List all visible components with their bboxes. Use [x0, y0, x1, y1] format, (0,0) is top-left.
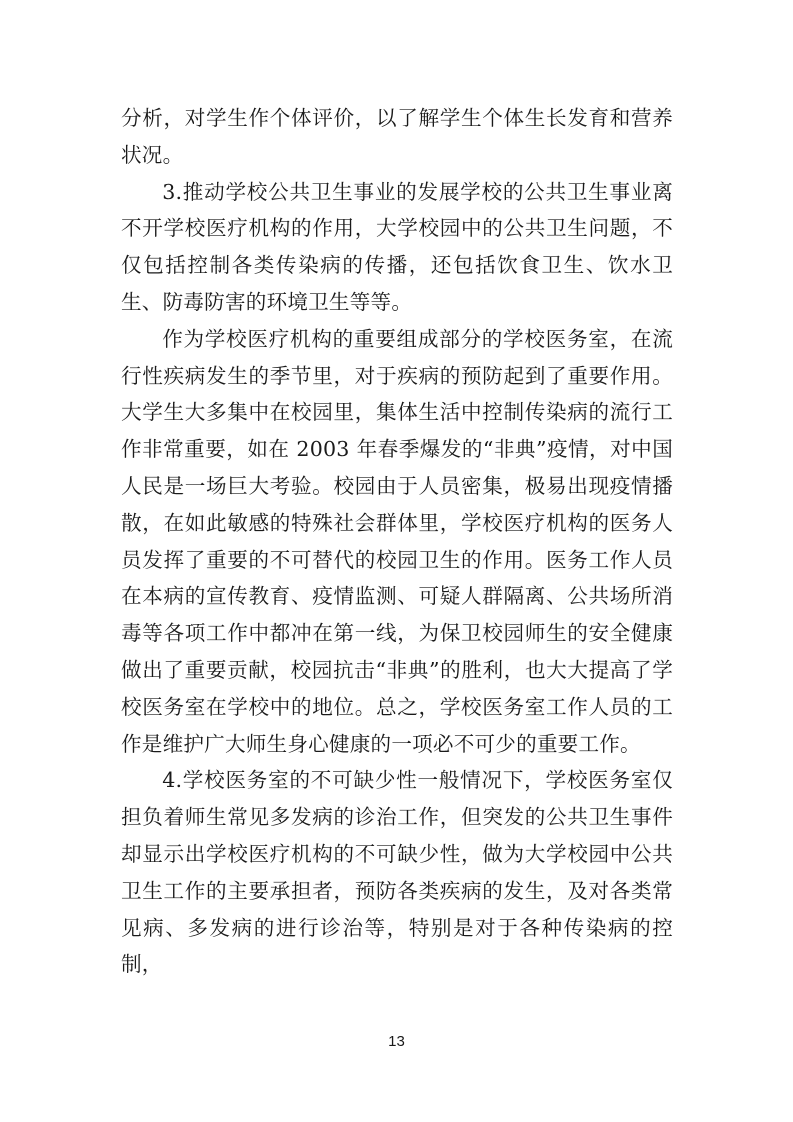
paragraph-section-4: 4.学校医务室的不可缺少性一般情况下，学校医务室仅担负着师生常见多发病的诊治工作，但突发的公共卫生事件却显示出学校医疗机构的不可缺少性，做为大学校园中公共卫生工作的主要承担者，预防各类疾病的发生，及对各类常见病、多发病的进行诊治等，特别是对于各种传染病的控制，: [121, 768, 673, 977]
document-body: [121, 100, 673, 983]
page-number: 13: [388, 1033, 405, 1050]
paragraph-continuation: 分析，对学生作个体评价，以了解学生个体生长发育和营养状况。: [121, 106, 673, 167]
paragraph-section-3: 3.推动学校公共卫生事业的发展学校的公共卫生事业离不开学校医疗机构的作用，大学校园中的公共卫生问题，不仅包括控制各类传染病的传播，还包括饮食卫生、饮水卫生、防毒防害的环境卫生等等。: [121, 179, 673, 314]
paragraph-sars-role: 作为学校医疗机构的重要组成部分的学校医务室，在流行性疾病发生的季节里，对于疾病的预防起到了重要作用。大学生大多集中在校园里，集体生活中控制传染病的流行工作非常重要，如在 2003 年春季爆发的“非典”疫情，对中国人民是一场巨大考验。校园由于人员密集，极易出现疫情播散，在如此敏感的特殊社会群体里，学校医疗机构的医务人员发挥了重要的不可替代的校园卫生的作用。医务工作人员在本病的宣传教育、疫情监测、可疑人群隔离、公共场所消毒等各项工作中都冲在第一线，为保卫校园师生的安全健康做出了重要贡献，校园抗击“非典”的胜利，也大大提高了学校医务室在学校中的地位。总之，学校医务室工作人员的工作是维护广大师生身心健康的一项必不可少的重要工作。: [121, 326, 673, 756]
